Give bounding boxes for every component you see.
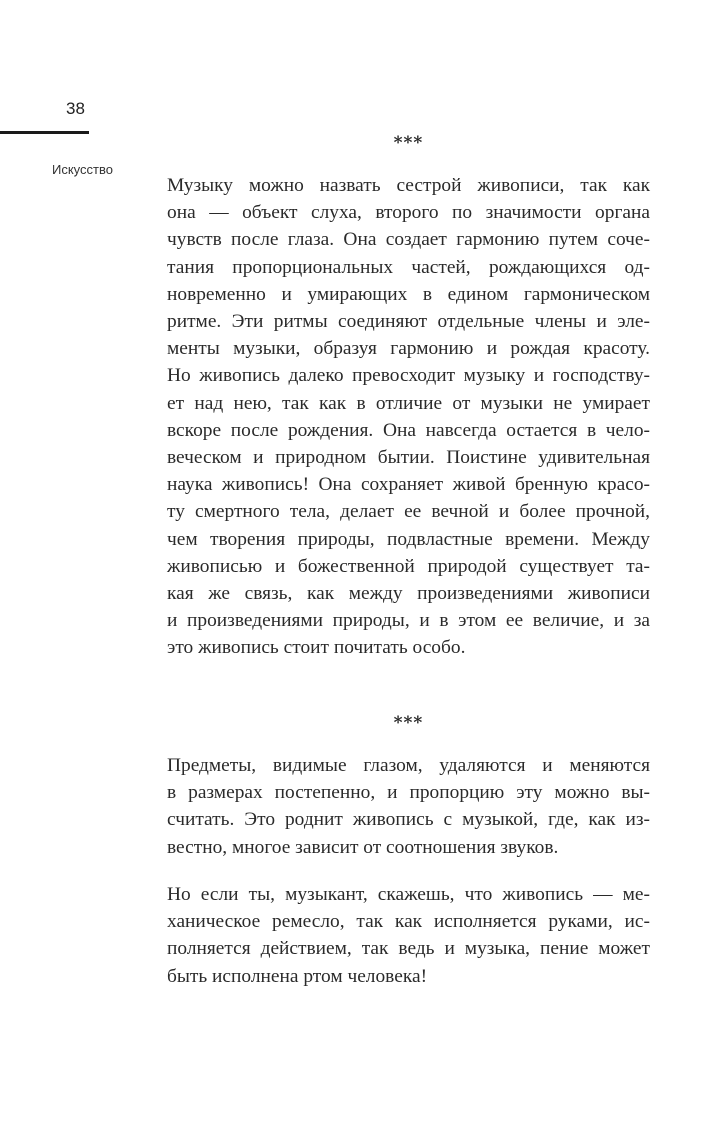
section-separator: *** [393, 713, 424, 733]
text-line: это живопись стоит почитать особо. [167, 637, 466, 659]
text-line: Но если ты, музыкант, скажешь, что живопись — ме- [167, 884, 650, 905]
text-line: чувств после глаза. Она создает гармонию путем соче- [167, 229, 650, 251]
text-line: тания пропорциональных частей, рождающихся од- [167, 256, 650, 278]
text-line: быть исполнена ртом человека! [167, 965, 428, 987]
text-line: в размерах постепенно, и пропорцию эту можно вы- [167, 782, 650, 804]
text-line: Но живопись далеко превосходит музыку и господству- [167, 365, 650, 387]
text-line: и произведениями природы, и в этом ее величие, и за [167, 610, 650, 632]
text-line: менты музыки, образуя гармонию и рождая красоту. [167, 338, 650, 360]
text-line: считать. Это роднит живопись с музыкой, где, как из- [167, 809, 650, 831]
text-line: живописью и божественной природой существует та- [167, 555, 650, 577]
paragraph-musician [167, 881, 650, 990]
text-line: ет над нею, так как в отличие от музыки не умирает [167, 392, 650, 414]
text-line: кая же связь, как между произведениями живописи [167, 583, 650, 605]
paragraph-proportion [167, 752, 650, 861]
page-number: 38 [66, 99, 85, 118]
text-line: ту смертного тела, делает ее вечной и более прочной, [167, 501, 650, 523]
text-line: она — объект слуха, второго по значимости органа [167, 202, 650, 224]
section-separator: *** [393, 133, 424, 153]
text-line: чем творения природы, подвластные времени. Между [167, 528, 650, 550]
text-line: ханическое ремесло, так как исполняется руками, ис- [167, 911, 650, 933]
paragraph-painting-and-music [167, 172, 650, 662]
header-rule [0, 131, 89, 134]
text-line: Предметы, видимые глазом, удаляются и меняются [167, 755, 650, 776]
text-line: ритме. Эти ритмы соединяют отдельные члены и эле- [167, 311, 650, 333]
text-line: наука живопись! Она сохраняет живой бренную красо- [167, 474, 650, 496]
text-line: вестно, многое зависит от соотношения звуков. [167, 836, 559, 858]
section-label: Искусство [52, 162, 113, 177]
text-line: веческом и природном бытии. Поистине удивительная [167, 447, 650, 469]
text-line: новременно и умирающих в едином гармоническом [167, 283, 650, 305]
text-line: Музыку можно назвать сестрой живописи, так как [167, 175, 650, 196]
text-line: вскоре после рождения. Она навсегда остается в чело- [167, 419, 650, 441]
text-line: полняется действием, так ведь и музыка, пение может [167, 938, 650, 960]
